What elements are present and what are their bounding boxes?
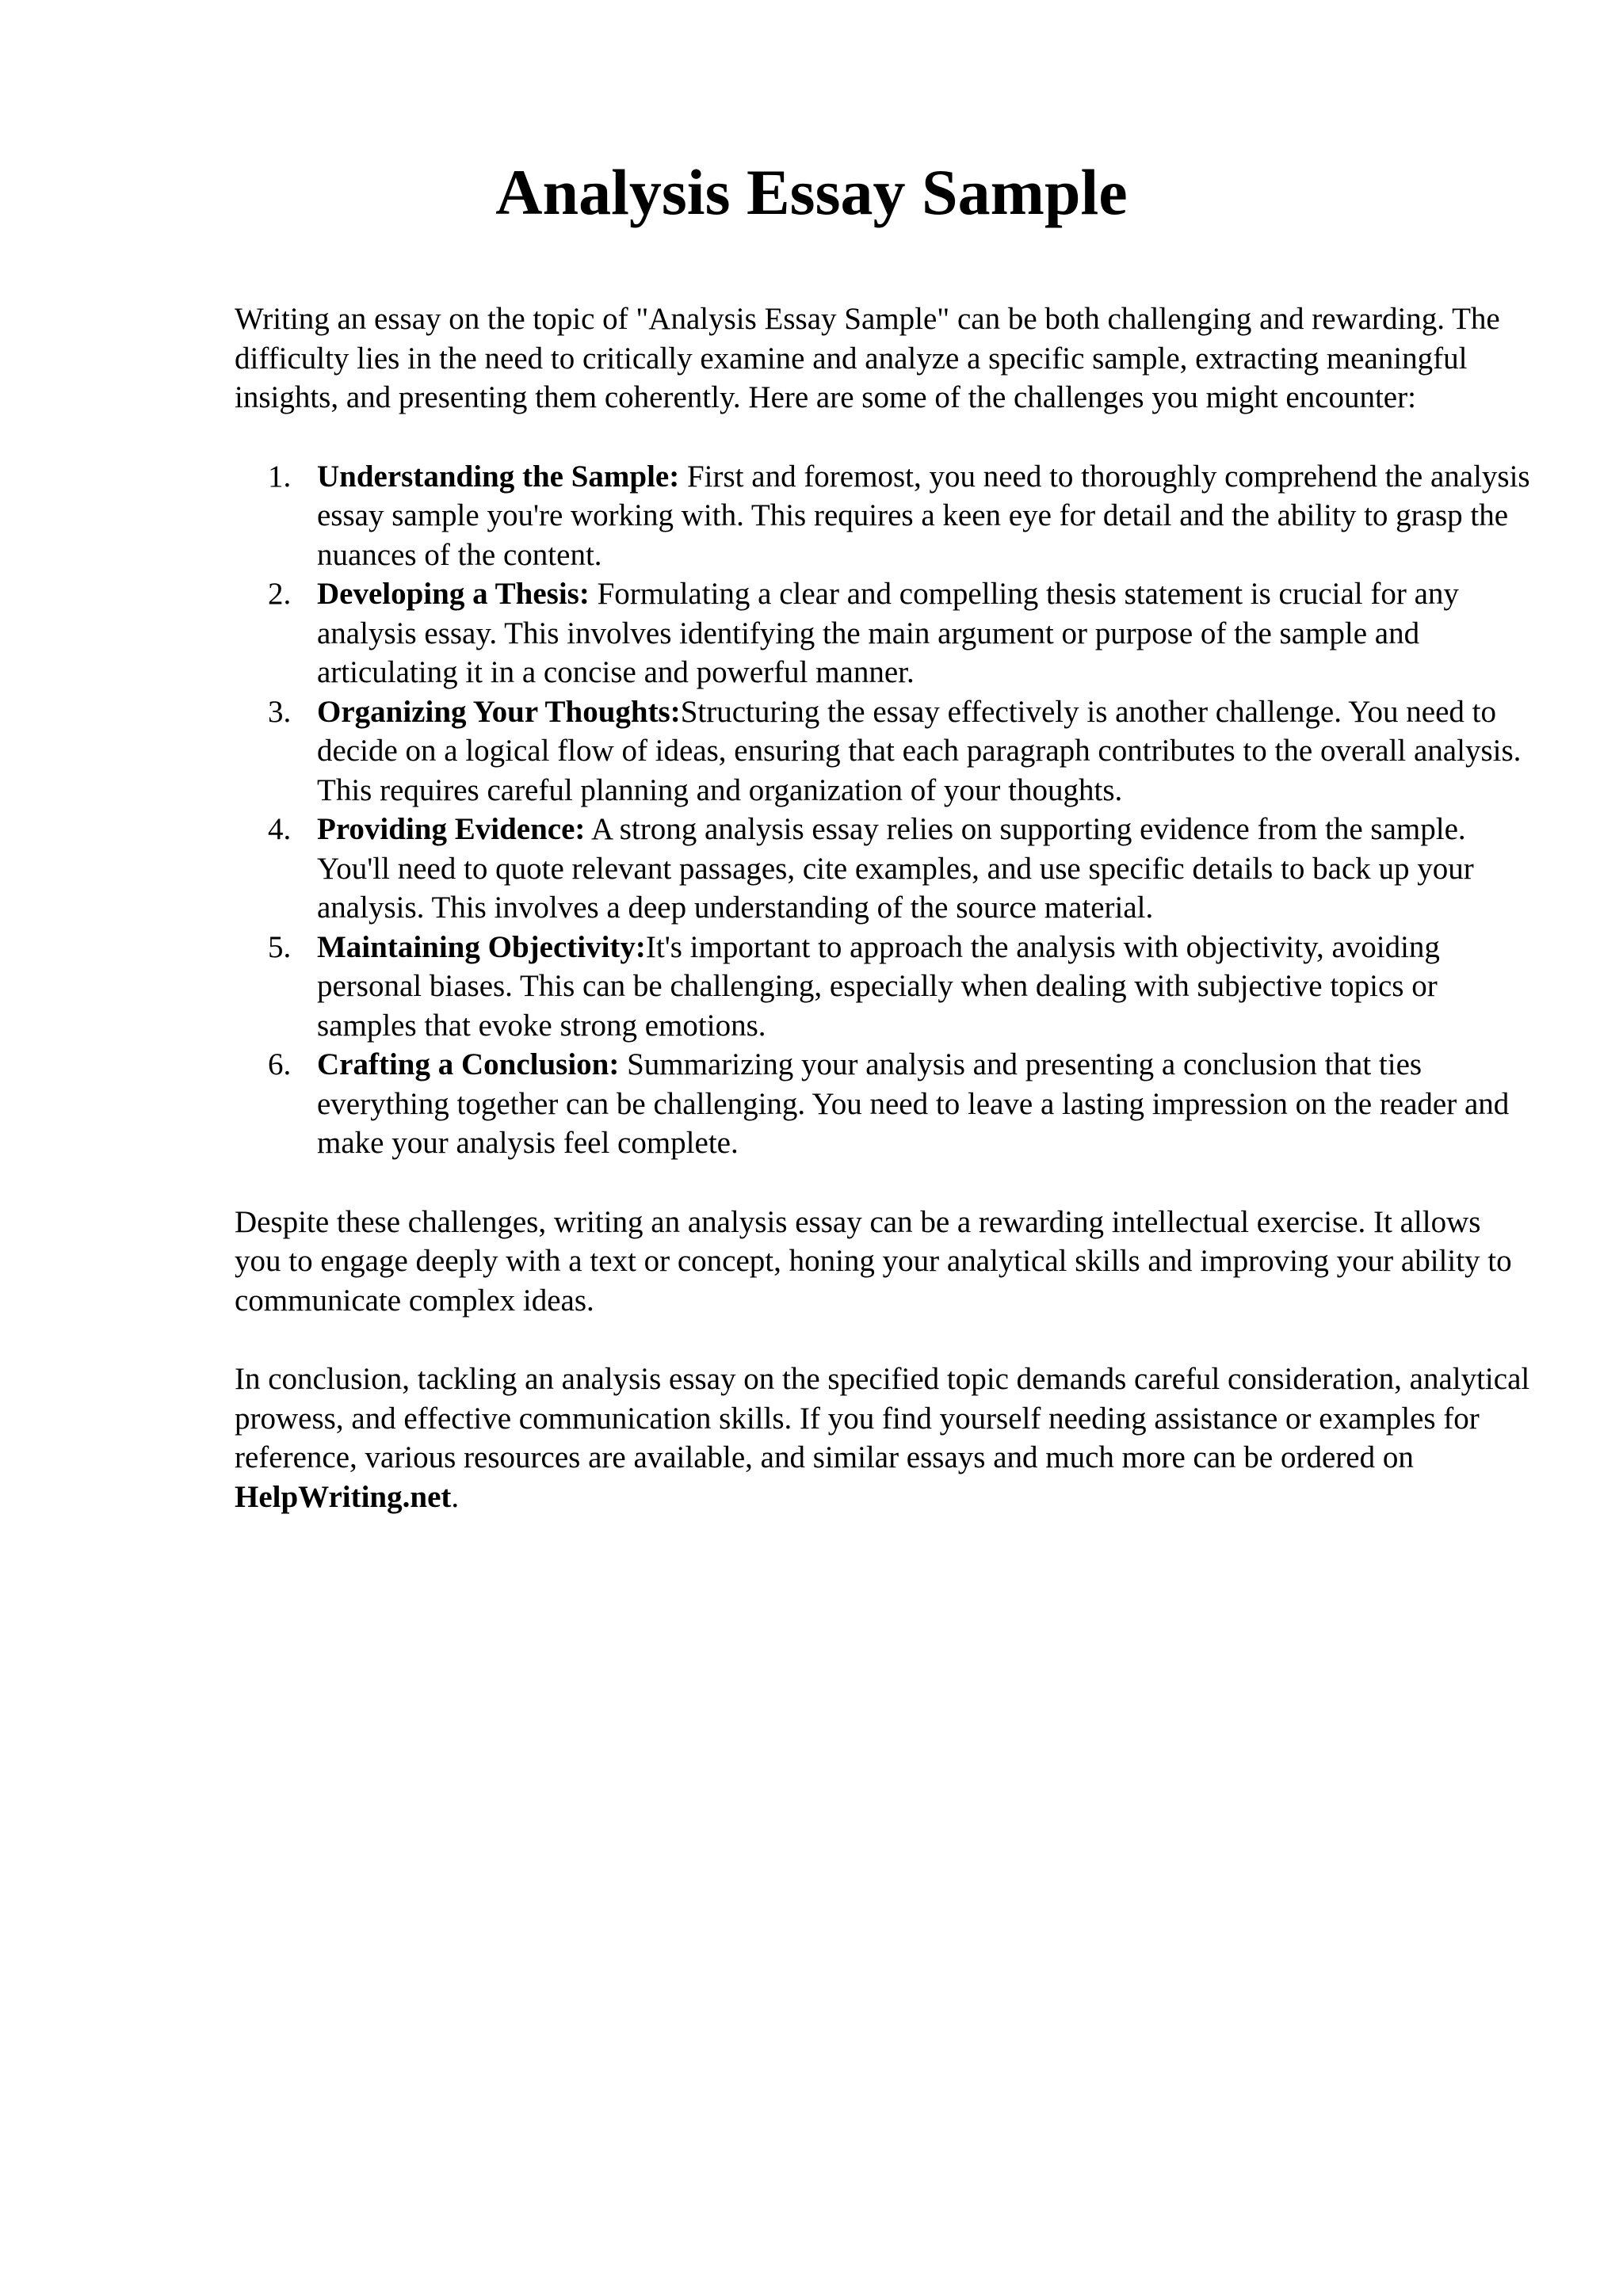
list-item-text: Summarizing your analysis and presenting a conclusion that ties everything together can be challenging. You need to leave a lasting impression on the reader and make your analysis feel complete.: [317, 1047, 1510, 1160]
list-item: [235, 1045, 1534, 1163]
list-item-number: 2.: [268, 577, 292, 611]
list-item: [235, 810, 1534, 928]
list-item-text: It's important to approach the analysis with objectivity, avoiding personal biases. This can be challenging, especially when dealing with subjective topics or samples that evoke strong emotions.: [317, 929, 1440, 1043]
list-item-number: 3.: [268, 694, 292, 729]
list-item-number: 5.: [268, 929, 292, 964]
list-item-heading: Providing Evidence:: [317, 812, 586, 846]
brand-link[interactable]: HelpWriting.net: [235, 1479, 452, 1514]
list-item-text: Structuring the essay effectively is another challenge. You need to decide on a logical flow of ideas, ensuring that each paragraph contributes to the overall analysis. This requires careful planning and organization of your thoughts.: [317, 694, 1522, 807]
list-item: [235, 574, 1534, 692]
page-title: Analysis Essay Sample: [495, 156, 1128, 228]
list-item-number: 1.: [268, 459, 292, 494]
list-item-heading: Developing a Thesis:: [317, 577, 590, 611]
list-item-heading: Organizing Your Thoughts:: [317, 694, 681, 729]
list-item-text: Formulating a clear and compelling thesis statement is crucial for any analysis essay. This involves identifying the main argument or purpose of the sample and articulating it in a concise and powerful manner.: [317, 577, 1459, 689]
list-item-number: 6.: [268, 1047, 292, 1081]
list-item: [235, 928, 1534, 1046]
list-item-number: 4.: [268, 812, 292, 846]
document-body: [235, 299, 1534, 1556]
list-item-heading: Maintaining Objectivity:: [317, 929, 646, 964]
intro-paragraph: Writing an essay on the topic of "Analysis Essay Sample" can be both challenging and rewarding. The difficulty lies in the need to critically examine and analyze a specific sample, extracting meaningful insights, and presenting them coherently. Here are some of the challenges you might encounter:: [235, 302, 1500, 414]
challenges-list: [235, 457, 1534, 1163]
list-item-heading: Understanding the Sample:: [317, 459, 680, 494]
list-item: [235, 692, 1534, 810]
conclusion-paragraph: [235, 1360, 1534, 1516]
conclusion-end: .: [451, 1479, 460, 1514]
list-item: [235, 457, 1534, 575]
body-paragraph: Despite these challenges, writing an analysis essay can be a rewarding intellectual exercise. It allows you to engage deeply with a text or concept, honing your analytical skills and improving your ability to communicate complex ideas.: [235, 1204, 1512, 1318]
list-item-text: A strong analysis essay relies on supporting evidence from the sample. You'll need to quote relevant passages, cite examples, and use specific details to back up your analysis. This involves a deep understanding of the source material.: [317, 812, 1474, 925]
list-item-text: First and foremost, you need to thoroughly comprehend the analysis essay sample you're working with. This requires a keen eye for detail and the ability to grasp the nuances of the content.: [317, 459, 1530, 572]
list-item-heading: Crafting a Conclusion:: [317, 1047, 620, 1081]
conclusion-text: In conclusion, tackling an analysis essay on the specified topic demands careful consideration, analytical prowess, and effective communication skills. If you find yourself needing assistance or examples for reference, various resources are available, and similar essays and much more can be ordered on: [235, 1362, 1530, 1474]
